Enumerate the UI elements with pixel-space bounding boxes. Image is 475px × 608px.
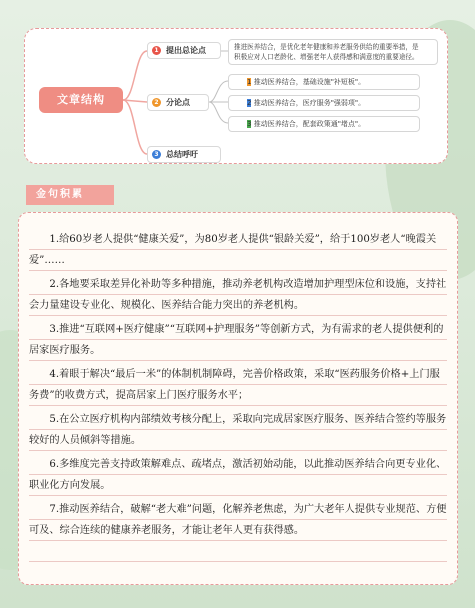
sentence-paragraph-4: 4.着眼于解决“最后一米”的体制机制障碍，完善价格政策，采取“医药服务价格+上门服务费”的收费方式，提高居家上门医疗服务水平； — [29, 364, 447, 406]
leaf-text: 推动医养结合，基础设施"补短板"。 — [253, 78, 366, 86]
branch-label: 分论点 — [166, 98, 190, 107]
sentence-paragraph-2: 2.各地要采取差异化补助等多种措施，推动养老机构改造增加护理型床位和设施，支持社会力量建设专业化、规模化、医养结合能力突出的养老机构。 — [29, 274, 447, 316]
branch-number-badge: 1 — [152, 46, 161, 55]
leaf-subpoint-1 — [228, 74, 420, 90]
sentence-paragraph-7: 7.推动医养结合，破解“老大难”问题，化解养老焦虑，为广大老年人提供专业规范、方便可及、综合连续的健康养老服务，才能让老年人更有获得感。 — [29, 499, 447, 562]
section-title: 金句积累 — [26, 185, 114, 205]
leaf-subpoint-3 — [228, 116, 420, 132]
branch-thesis — [147, 42, 221, 59]
sentence-paragraph-5: 5.在公立医疗机构内部绩效考核分配上，采取向完成居家医疗服务、医养结合签约等服务较好的人员倾斜等措施。 — [29, 409, 447, 451]
branch-number-badge: 3 — [152, 150, 161, 159]
leaf-number-badge: 1 — [247, 78, 252, 86]
mindmap-root: 文章结构 — [39, 87, 123, 113]
leaf-text: 推进医养结合，是优化老年健康和养老服务供给的重要举措，是 积极应对人口老龄化、增强老年人获得感和满意度的重要途径。 — [234, 43, 419, 61]
leaf-subpoint-2 — [228, 95, 420, 111]
mindmap-card — [24, 28, 448, 164]
branch-conclusion — [147, 146, 221, 163]
sentence-paragraph-3: 3.推进“互联网+医疗健康”“互联网+护理服务”等创新方式，为有需求的老人提供便利的居家医疗服务。 — [29, 319, 447, 361]
sentences-card — [18, 212, 458, 585]
leaf-text: 推动医养结合，医疗服务"强弱项"。 — [253, 99, 366, 107]
branch-label: 总结呼吁 — [166, 150, 198, 159]
leaf-number-badge: 2 — [247, 99, 252, 107]
leaf-number-badge: 3 — [247, 120, 252, 128]
branch-label: 提出总论点 — [166, 46, 206, 55]
branch-subpoints — [147, 94, 209, 111]
sentence-paragraph-1: 1.给60岁老人提供“健康关爱”，为80岁老人提供“银龄关爱”，给于100岁老人“晚霞关爱”…… — [29, 229, 447, 271]
branch-number-badge: 2 — [152, 98, 161, 107]
leaf-thesis-text — [228, 39, 438, 65]
leaf-text: 推动医养结合，配套政策通"堵点"。 — [253, 120, 366, 128]
sentence-paragraph-6: 6.多维度完善支持政策解难点、疏堵点，激活初始动能，以此推动医养结合向更专业化、职业化方向发展。 — [29, 454, 447, 496]
